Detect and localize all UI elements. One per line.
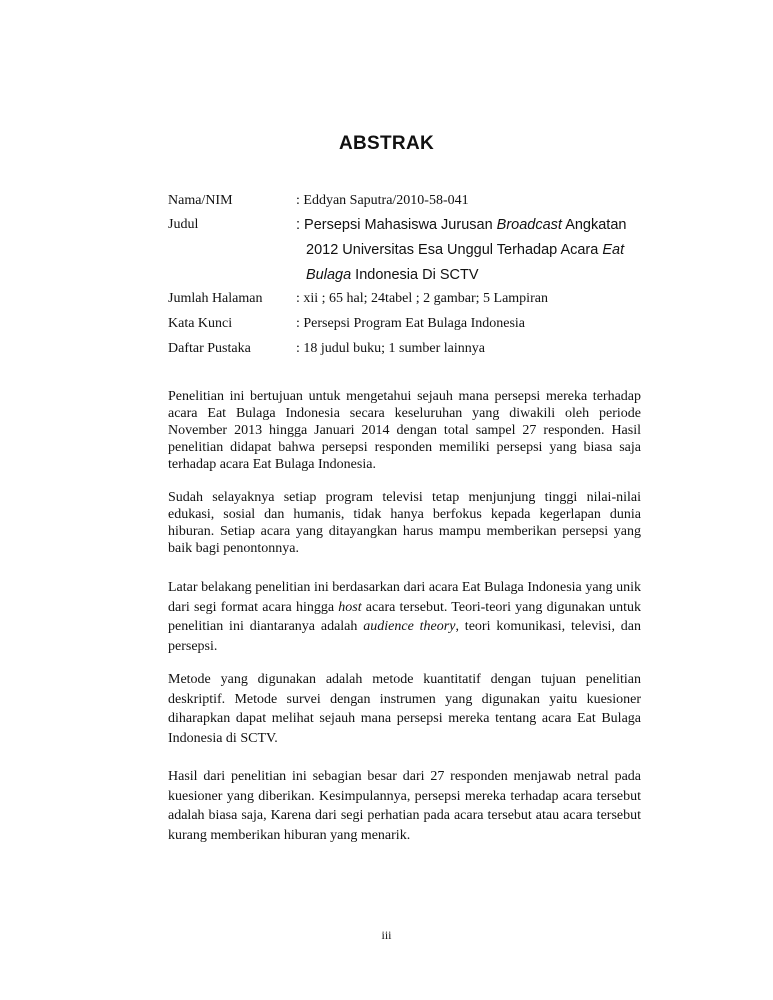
p3-text-3: , teori komunikasi, televisi, dan persepsi. — [168, 619, 642, 654]
meta-value-judul-line3 — [306, 267, 479, 283]
meta-value-judul-line1 — [296, 217, 626, 233]
p3-text-1: Latar belakang penelitian ini berdasarkan dari acara Eat Bulaga Indonesia yang unik dari segi format acara hingga — [168, 580, 641, 615]
judul-italic-bulaga: Bulaga — [306, 267, 352, 283]
p3-italic-host: host — [338, 599, 362, 615]
meta-value-judul-line2 — [306, 242, 624, 258]
meta-label-judul: Judul — [168, 217, 199, 232]
abstract-paragraph-2: Sudah selayaknya setiap program televisi tetap menjunjung tinggi nilai-nilai edukasi, sosial dan humanis, tidak hanya berfokus kepada kegerlapan dunia hiburan. Setiap acara yang ditayangkan harus mampu memberikan persepsi yang baik bagi penontonnya. — [168, 490, 641, 556]
meta-value-nama: : Eddyan Saputra/2010-58-041 — [296, 193, 469, 208]
p3-italic-audience-theory: audience theory — [363, 619, 456, 634]
meta-value-halaman: : xii ; 65 hal; 24tabel ; 2 gambar; 5 Lampiran — [296, 291, 548, 306]
judul-italic-broadcast: Broadcast — [496, 217, 562, 233]
meta-value-kunci: : Persepsi Program Eat Bulaga Indonesia — [296, 316, 526, 331]
meta-label-nama: Nama/NIM — [168, 193, 233, 208]
meta-label-pustaka: Daftar Pustaka — [168, 341, 251, 356]
abstract-paragraph-1: Penelitian ini bertujuan untuk mengetahui sejauh mana persepsi mereka terhadap acara Eat Bulaga Indonesia secara keseluruhan yang diwakili oleh periode November 2013 hingga Januari 2014 dengan total sampel 27 responden. Hasil penelitian didapat bahwa persepsi responden memiliki persepsi yang biasa saja terhadap acara Eat Bulaga Indonesia. — [168, 389, 641, 472]
abstract-paragraph-5: Hasil dari penelitian ini sebagian besar dari 27 responden menjawab netral pada kuesioner yang diberikan. Kesimpulannya, persepsi mereka terhadap acara tersebut adalah biasa saja, Karena dari segi perhatian pada acara tersebut atau acara tersebut kurang memberikan hiburan yang menarik. — [168, 769, 641, 843]
abstract-paragraph-4: Metode yang digunakan adalah metode kuantitatif dengan tujuan penelitian deskriptif. Metode survei dengan instrumen yang digunakan yaitu kuesioner diharapkan dapat melihat sejauh mana persepsi mereka tentang acara Eat Bulaga Indonesia di SCTV. — [168, 672, 641, 746]
judul-italic-eat: Eat — [602, 242, 625, 258]
meta-value-pustaka: : 18 judul buku; 1 sumber lainnya — [296, 341, 485, 356]
abstract-paragraph-3 — [168, 578, 641, 656]
meta-label-halaman: Jumlah Halaman — [168, 291, 263, 306]
judul-text-1: : Persepsi Mahasiswa Jurusan — [296, 217, 497, 233]
p3-text-2: acara tersebut. Teori-teori yang digunakan untuk penelitian ini diantaranya adalah — [168, 599, 641, 634]
judul-text-4: Indonesia Di SCTV — [351, 267, 479, 283]
judul-text-2: Angkatan — [561, 217, 627, 233]
page-number: iii — [381, 928, 392, 942]
page-title: ABSTRAK — [339, 133, 434, 154]
meta-label-kunci: Kata Kunci — [168, 316, 233, 331]
judul-text-3: 2012 Universitas Esa Unggul Terhadap Acara — [306, 242, 603, 258]
